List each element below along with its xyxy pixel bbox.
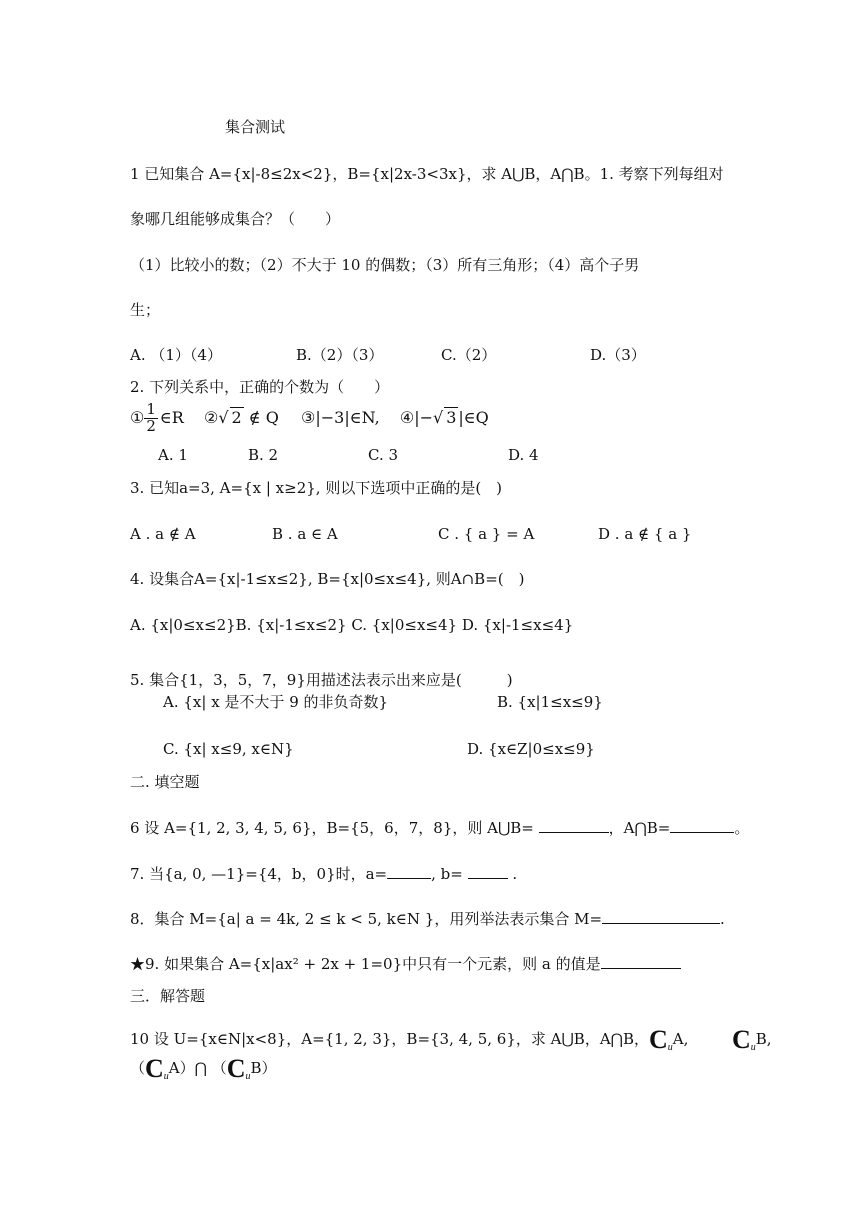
q2-item4-prefix: ④|− [399, 407, 433, 427]
q6-text: 6 设 A={1, 2, 3, 4, 5, 6}，B={5，6，7，8}，则 A⋃B= [130, 819, 534, 837]
q2-frac-num: 1 [146, 400, 156, 418]
q1-option-a: A. （1）（4） [130, 346, 222, 364]
q2-option-d: D. 4 [508, 446, 539, 464]
q4-stem: 4. 设集合A={x|-1≤x≤2}, B={x|0≤x≤4}, 则A∩B=( ) [130, 570, 525, 588]
q2-item3: ③|−3|∈N, [301, 407, 380, 427]
complement-icon: $C_u$ [731, 1025, 756, 1054]
q2-option-a: A. 1 [158, 446, 188, 464]
sqrt-icon: √ [218, 407, 229, 427]
q2-item1-prefix: ① [130, 407, 145, 427]
q3-option-c: C . { a } = A [438, 525, 535, 543]
q10-line1 [130, 1027, 772, 1053]
q6-blank-union[interactable] [539, 818, 609, 833]
q6 [130, 818, 749, 837]
q10-line2-b: B） [250, 1059, 277, 1077]
complement-icon: $C_u$ [648, 1025, 673, 1054]
section-heading-fill-in: 二. 填空题 [130, 773, 200, 791]
q2-item2-radicand: 2 [231, 407, 242, 427]
q7 [130, 864, 517, 883]
q6-end: 。 [734, 819, 750, 837]
q2-item2-prefix: ② [203, 407, 219, 427]
q6-mid: ，A⋂B= [608, 819, 671, 837]
q2-relations [130, 402, 489, 435]
q4-options: A. {x|0≤x≤2}B. {x|-1≤x≤2} C. {x|0≤x≤4} D. {x|-1≤x≤4} [130, 616, 574, 634]
q10-line2-a: A）⋂ （ [168, 1059, 227, 1077]
q1-option-d: D.（3） [590, 346, 646, 364]
q10-line2 [130, 1056, 277, 1082]
q9-blank[interactable] [601, 954, 681, 969]
q6-blank-intersection[interactable] [670, 818, 734, 833]
q2-item2-rel: ∉ Q [243, 407, 279, 427]
q5-option-b: B. {x|1≤x≤9} [497, 693, 603, 711]
q2-option-c: C. 3 [368, 446, 399, 464]
q7-end: . [507, 865, 518, 883]
complement-icon: $C_u$ [226, 1054, 251, 1083]
page-title: 集合测试 [225, 118, 286, 136]
q2-frac-den: 2 [146, 416, 156, 435]
q1-line2: 象哪几组能够成集合？（ ） [130, 210, 341, 228]
q9 [130, 954, 681, 973]
q1-option-b: B.（2）（3） [296, 346, 384, 364]
q5-option-c: C. {x| x≤9, x∈N} [163, 740, 294, 758]
q2-option-b: B. 2 [248, 446, 279, 464]
q2-item1-rel: ∈R [159, 407, 184, 427]
q10-line1-b: B, [755, 1030, 772, 1048]
q5-option-a: A. {x| x 是不大于 9 的非负奇数} [163, 693, 389, 711]
q10-line2-open: （ [130, 1059, 146, 1077]
q8 [130, 909, 725, 928]
q3-option-d: D . a ∉ { a } [598, 525, 692, 543]
q10-line1-text: 10 设 U={x∈N|x<8}，A={1, 2, 3}，B={3, 4, 5, 6}，求 A⋃B，A⋂B， [130, 1030, 649, 1048]
q5-stem: 5. 集合{1，3，5，7，9}用描述法表示出来应是( ) [130, 671, 513, 689]
q2-fraction [144, 402, 158, 435]
q7-blank-b[interactable] [468, 864, 508, 879]
q8-end: . [720, 910, 725, 928]
q5-option-d: D. {x∈Z|0≤x≤9} [467, 740, 595, 758]
q1-line1: 1 已知集合 A={x|-8≤2x<2}，B={x|2x-3<3x}，求 A⋃B，A⋂B。1. 考察下列每组对 [130, 165, 724, 183]
q10-line1-a: A, [672, 1030, 689, 1048]
q1-line4: 生； [130, 301, 161, 319]
sqrt-icon: √ [432, 407, 444, 427]
q3-option-a: A . a ∉ A [130, 525, 196, 543]
q8-blank[interactable] [602, 909, 720, 924]
section-heading-answer: 三．解答题 [130, 987, 206, 1005]
q7-mid: , b= [431, 865, 463, 883]
q7-text: 7. 当{a, 0, —1}={4，b，0}时，a= [130, 865, 388, 883]
q1-option-c: C.（2） [441, 346, 497, 364]
complement-icon: $C_u$ [145, 1054, 169, 1083]
q7-blank-a[interactable] [387, 864, 431, 879]
q1-line3: （1）比较小的数；（2）不大于 10 的偶数；（3）所有三角形；（4）高个子男 [130, 256, 640, 274]
q2-item4-radicand: 3 [446, 407, 457, 427]
q2-item4-rel: |∈Q [458, 407, 489, 427]
q3-option-b: B . a ∈ A [272, 525, 338, 543]
q2-stem: 2. 下列关系中，正确的个数为（ ） [130, 378, 390, 396]
q8-text: 8．集合 M={a| a = 4k, 2 ≤ k < 5, k∈N }，用列举法表示集合 M= [130, 910, 603, 928]
q3-stem: 3. 已知a=3, A={x | x≥2}, 则以下选项中正确的是( ) [130, 479, 503, 497]
q9-text: ★9. 如果集合 A={x|ax² + 2x + 1=0}中只有一个元素，则 a 的值是 [130, 955, 601, 973]
